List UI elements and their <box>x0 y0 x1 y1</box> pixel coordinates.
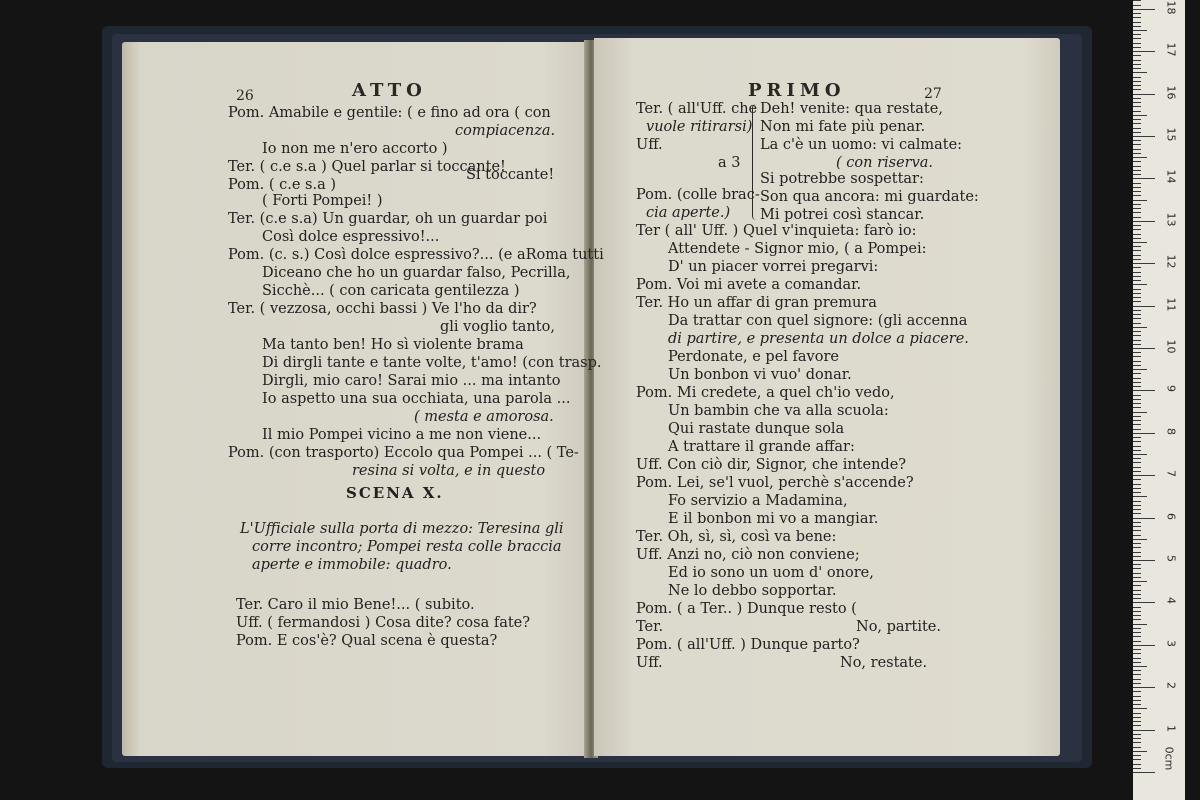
ruler-tick <box>1133 433 1155 434</box>
ruler-tick <box>1133 624 1147 625</box>
text-line: di partire, e presenta un dolce a piacere. <box>668 331 969 347</box>
ruler-tick <box>1133 691 1141 692</box>
ruler-tick <box>1133 331 1141 332</box>
ruler-tick <box>1133 38 1141 39</box>
text-line: vuole ritirarsi) <box>646 119 753 135</box>
ruler-tick <box>1133 598 1141 599</box>
ruler-tick <box>1133 276 1141 277</box>
text-line: Un bonbon vi vuo' donar. <box>668 367 852 383</box>
ruler-tick <box>1133 115 1147 116</box>
ruler-tick <box>1133 628 1141 629</box>
ruler-tick <box>1133 378 1141 379</box>
ruler-tick <box>1133 704 1141 705</box>
ruler-tick <box>1133 730 1155 731</box>
ruler-tick <box>1133 535 1141 536</box>
ruler-tick <box>1133 85 1141 86</box>
text-line: Ter. Ho un affar di gran premura <box>636 295 877 311</box>
ruler-tick <box>1133 382 1141 383</box>
ruler-tick <box>1133 89 1141 90</box>
ruler-tick <box>1133 13 1141 14</box>
ruler-tick <box>1133 170 1141 171</box>
stage-direction-line: aperte e immobile: quadro. <box>252 557 452 573</box>
ruler-tick <box>1133 560 1155 561</box>
text-line: Qui rastate dunque sola <box>668 421 845 437</box>
ruler-tick <box>1133 772 1155 773</box>
ruler-tick <box>1133 488 1141 489</box>
ruler-tick <box>1133 615 1141 616</box>
text-line: Non mi fate più penar. <box>760 119 926 135</box>
ruler-tick <box>1133 518 1155 519</box>
ruler-tick <box>1133 399 1141 400</box>
text-line: Uff. <box>636 655 663 671</box>
ruler-tick <box>1133 585 1141 586</box>
ensemble-brace <box>752 104 759 220</box>
ruler-tick <box>1133 747 1141 748</box>
ruler-tick <box>1133 581 1147 582</box>
ruler-tick <box>1133 742 1141 743</box>
ruler-tick <box>1133 263 1155 264</box>
ruler-number: 11 <box>1164 297 1178 312</box>
ruler-number: 8 <box>1164 427 1178 435</box>
ruler-tick <box>1133 365 1141 366</box>
ruler-tick <box>1133 751 1147 752</box>
ruler-tick <box>1133 687 1155 688</box>
ruler-tick <box>1133 280 1141 281</box>
ruler-tick <box>1133 446 1141 447</box>
ruler-tick <box>1133 246 1141 247</box>
ruler-tick <box>1133 666 1147 667</box>
ruler-tick <box>1133 556 1141 557</box>
ruler-tick <box>1133 568 1141 569</box>
text-line: Pom. Mi credete, a quel ch'io vedo, <box>636 385 895 401</box>
ruler-tick <box>1133 60 1141 61</box>
ruler-tick <box>1133 755 1141 756</box>
ruler-tick <box>1133 590 1141 591</box>
text-line: Ter. ( all'Uff. che <box>636 101 758 117</box>
ruler-tick <box>1133 301 1141 302</box>
text-line: Son qua ancora: mi guardate: <box>760 189 979 205</box>
ruler-tick <box>1133 17 1141 18</box>
ruler-tick <box>1133 123 1141 124</box>
text-line: Pom. Lei, se'l vuol, perchè s'accende? <box>636 475 914 491</box>
ruler-tick <box>1133 386 1141 387</box>
text-line: Di dirgli tante e tante volte, t'amo! (con trasp. <box>262 355 602 371</box>
ruler-tick <box>1133 119 1141 120</box>
ruler-number: 18 <box>1164 0 1178 15</box>
ruler-tick <box>1133 501 1141 502</box>
text-line: ( Forti Pompei! ) <box>262 193 383 209</box>
text-line: Diceano che ho un guardar falso, Pecrilla, <box>262 265 571 281</box>
text-line: Ter. ( c.e s.a ) Quel parlar si toccante! <box>228 159 506 175</box>
ruler-tick <box>1133 496 1147 497</box>
ruler-tick <box>1133 395 1141 396</box>
ruler-tick <box>1133 505 1141 506</box>
text-line: Pom. ( a Ter.. ) Dunque resto ( <box>636 601 857 617</box>
stage-direction-line: corre incontro; Pompei resta colle braccia <box>252 539 562 555</box>
ruler-tick <box>1133 602 1155 603</box>
ruler-tick <box>1133 713 1141 714</box>
ruler-tick <box>1133 543 1141 544</box>
ruler-tick <box>1133 47 1141 48</box>
ruler-tick <box>1133 289 1141 290</box>
ruler-tick <box>1133 632 1141 633</box>
ruler-number: 15 <box>1164 127 1178 142</box>
ruler-tick <box>1133 183 1141 184</box>
ruler-unit-label: 0cm <box>1162 746 1176 771</box>
ruler-number: 9 <box>1164 385 1178 393</box>
ruler-tick <box>1133 9 1155 10</box>
ruler-number: 2 <box>1164 682 1178 690</box>
right-running-header: PRIMO <box>748 80 846 101</box>
ruler-tick <box>1133 208 1141 209</box>
text-line: Sicchè... ( con caricata gentilezza ) <box>262 283 520 299</box>
ruler-tick <box>1133 98 1141 99</box>
ruler-tick <box>1133 708 1147 709</box>
ruler-number: 17 <box>1164 42 1178 57</box>
ruler-tick <box>1133 717 1141 718</box>
text-line: Attendete - Signor mio, ( a Pompei: <box>668 241 927 257</box>
ruler-tick <box>1133 679 1141 680</box>
ruler-tick <box>1133 552 1141 553</box>
ruler-tick <box>1133 369 1147 370</box>
ruler-tick <box>1133 539 1147 540</box>
ruler-tick <box>1133 658 1141 659</box>
stage-direction-line: L'Ufficiale sulla porta di mezzo: Teresina gli <box>240 521 564 537</box>
ruler-tick <box>1133 547 1141 548</box>
text-line: ( mesta e amorosa. <box>414 409 554 425</box>
text-line: Così dolce espressivo!... <box>262 229 440 245</box>
ruler-tick <box>1133 526 1141 527</box>
text-line: Ter. <box>636 619 664 635</box>
ruler-tick <box>1133 111 1141 112</box>
ruler-tick <box>1133 200 1147 201</box>
ruler-tick <box>1133 225 1141 226</box>
ruler-tick <box>1133 577 1141 578</box>
ruler-tick <box>1133 352 1141 353</box>
ruler-tick <box>1133 106 1141 107</box>
text-line: Pom. (c. s.) Così dolce espressivo?... (e aRoma tutti <box>228 247 604 263</box>
text-line: Ter. (c.e s.a) Un guardar, oh un guardar poi <box>228 211 548 227</box>
ruler-tick <box>1133 764 1141 765</box>
ruler-tick <box>1133 335 1141 336</box>
ruler-tick <box>1133 293 1141 294</box>
ruler-tick <box>1133 373 1141 374</box>
ruler-tick <box>1133 670 1141 671</box>
ruler-tick <box>1133 267 1141 268</box>
text-line: Pom. (con trasporto) Eccolo qua Pompei ... ( Te- <box>228 445 579 461</box>
ruler-tick <box>1133 462 1141 463</box>
text-line: Pom. Amabile e gentile: ( e fino ad ora ( con <box>228 105 551 121</box>
ruler-tick <box>1133 144 1141 145</box>
text-line: Uff. <box>636 137 663 153</box>
ruler-tick <box>1133 26 1141 27</box>
ruler-tick <box>1133 187 1141 188</box>
ruler-tick <box>1133 140 1141 141</box>
text-line: Uff. Con ciò dir, Signor, che intende? <box>636 457 907 473</box>
ruler-number: 7 <box>1164 470 1178 478</box>
ruler-tick <box>1133 721 1141 722</box>
text-line: No, partite. <box>856 619 941 635</box>
measuring-ruler <box>1133 0 1185 800</box>
text-line: cia aperte.) <box>646 205 731 221</box>
ruler-tick <box>1133 407 1141 408</box>
ruler-tick <box>1133 68 1141 69</box>
ruler-tick <box>1133 297 1141 298</box>
ruler-number: 5 <box>1164 555 1178 562</box>
ruler-tick <box>1133 619 1141 620</box>
ruler-tick <box>1133 272 1141 273</box>
ruler-tick <box>1133 484 1141 485</box>
text-line: ( con riserva. <box>836 155 934 171</box>
ruler-tick <box>1133 51 1155 52</box>
text-line: Ed io sono un uom d' onore, <box>668 565 874 581</box>
ruler-tick <box>1133 759 1141 760</box>
ruler-tick <box>1133 700 1141 701</box>
text-line: A trattare il grande affar: <box>668 439 855 455</box>
ruler-tick <box>1133 674 1141 675</box>
ruler-tick <box>1133 513 1141 514</box>
ruler-tick <box>1133 217 1141 218</box>
text-line: Ter. Caro il mio Bene!... ( subito. <box>236 597 475 613</box>
ruler-tick <box>1133 441 1141 442</box>
text-line: gli voglio tanto, <box>440 319 555 335</box>
text-line: Il mio Pompei vicino a me non viene... <box>262 427 542 443</box>
ruler-number: 16 <box>1164 85 1178 100</box>
ruler-tick <box>1133 340 1141 341</box>
ruler-tick <box>1133 204 1141 205</box>
ruler-tick <box>1133 34 1141 35</box>
text-line: Da trattar con quel signore: (gli accenna <box>668 313 968 329</box>
text-line: compiacenza. <box>455 123 556 139</box>
text-line: E il bonbon mi vo a mangiar. <box>668 511 879 527</box>
ruler-tick <box>1133 195 1141 196</box>
ruler-tick <box>1133 683 1141 684</box>
text-line: D' un piacer vorrei pregarvi: <box>668 259 879 275</box>
ruler-tick <box>1133 234 1141 235</box>
ruler-tick <box>1133 420 1141 421</box>
ruler-tick <box>1133 259 1141 260</box>
text-line: Io non me n'ero accorto ) <box>262 141 448 157</box>
text-line: Uff. Anzi no, ciò non conviene; <box>636 547 860 563</box>
ruler-tick <box>1133 174 1141 175</box>
ruler-number: 1 <box>1164 724 1178 732</box>
right-page-number: 27 <box>924 86 942 102</box>
ruler-tick <box>1133 344 1141 345</box>
ruler-tick <box>1133 734 1141 735</box>
left-running-header: ATTO <box>352 80 427 101</box>
ruler-tick <box>1133 327 1147 328</box>
ruler-tick <box>1133 238 1141 239</box>
ruler-tick <box>1133 157 1147 158</box>
ruler-tick <box>1133 242 1147 243</box>
text-line: Perdonate, e pel favore <box>668 349 839 365</box>
ruler-tick <box>1133 696 1141 697</box>
ruler-tick <box>1133 128 1141 129</box>
ruler-tick <box>1133 450 1141 451</box>
ruler-tick <box>1133 768 1141 769</box>
ruler-tick <box>1133 509 1141 510</box>
ruler-tick <box>1133 81 1141 82</box>
ruler-tick <box>1133 653 1141 654</box>
ruler-tick <box>1133 178 1155 179</box>
ruler-tick <box>1133 161 1141 162</box>
ruler-tick <box>1133 284 1147 285</box>
ruler-tick <box>1133 641 1141 642</box>
ruler-tick <box>1133 636 1141 637</box>
ruler-tick <box>1133 153 1141 154</box>
text-line: Ne lo debbo sopportar. <box>668 583 837 599</box>
text-line: Ter. Oh, sì, sì, così va bene: <box>636 529 837 545</box>
ruler-number: 3 <box>1164 639 1178 647</box>
ruler-tick <box>1133 611 1141 612</box>
ruler-tick <box>1133 102 1141 103</box>
ruler-tick <box>1133 403 1141 404</box>
ruler-tick <box>1133 310 1141 311</box>
text-line: Mi potrei così stancar. <box>760 207 925 223</box>
ruler-tick <box>1133 149 1141 150</box>
ruler-tick <box>1133 454 1147 455</box>
ruler-tick <box>1133 429 1141 430</box>
ruler-tick <box>1133 0 1141 1</box>
ruler-tick <box>1133 424 1141 425</box>
ruler-tick <box>1133 323 1141 324</box>
ruler-tick <box>1133 318 1141 319</box>
ruler-tick <box>1133 72 1147 73</box>
ruler-tick <box>1133 229 1141 230</box>
text-line: Pom. ( all'Uff. ) Dunque parto? <box>636 637 860 653</box>
text-line: Dirgli, mio caro! Sarai mio ... ma intanto <box>262 373 561 389</box>
ruler-tick <box>1133 492 1141 493</box>
text-line: Un bambin che va alla scuola: <box>668 403 889 419</box>
text-line: Si toccante! <box>466 167 555 183</box>
ruler-tick <box>1133 594 1141 595</box>
ruler-tick <box>1133 30 1147 31</box>
ruler-tick <box>1133 306 1155 307</box>
ruler-number: 6 <box>1164 512 1178 520</box>
ruler-number: 14 <box>1164 169 1178 184</box>
text-line: Deh! venite: qua restate, <box>760 101 943 117</box>
ruler-tick <box>1133 471 1141 472</box>
text-line: No, restate. <box>840 655 928 671</box>
ruler-tick <box>1133 416 1141 417</box>
ruler-tick <box>1133 479 1141 480</box>
text-line: Ter ( all' Uff. ) Quel v'inquieta: farò io: <box>636 223 917 239</box>
ruler-tick <box>1133 649 1141 650</box>
ruler-number: 12 <box>1164 254 1178 269</box>
ruler-tick <box>1133 166 1141 167</box>
ruler-number: 13 <box>1164 212 1178 227</box>
ruler-tick <box>1133 348 1155 349</box>
ruler-tick <box>1133 94 1155 95</box>
ruler-tick <box>1133 458 1141 459</box>
ruler-tick <box>1133 475 1155 476</box>
left-page-number: 26 <box>236 88 254 104</box>
ruler-tick <box>1133 522 1141 523</box>
ruler-tick <box>1133 607 1141 608</box>
ruler-tick <box>1133 212 1141 213</box>
ruler-tick <box>1133 725 1141 726</box>
text-line: Pom. Voi mi avete a comandar. <box>636 277 862 293</box>
text-line: resina si volta, e in questo <box>352 463 546 479</box>
ruler-number: 4 <box>1164 597 1178 605</box>
ruler-tick <box>1133 5 1141 6</box>
text-line: Io aspetto una sua occhiata, una parola ... <box>262 391 571 407</box>
text-line: Ma tanto ben! Ho sì violente brama <box>262 337 524 353</box>
text-line: Pom. ( c.e s.a ) <box>228 177 337 193</box>
text-line: Ter. ( vezzosa, occhi bassi ) Ve l'ho da dir? <box>228 301 537 317</box>
ruler-tick <box>1133 221 1155 222</box>
ruler-tick <box>1133 250 1141 251</box>
ruler-tick <box>1133 77 1141 78</box>
ruler-tick <box>1133 43 1141 44</box>
text-line: Pom. E cos'è? Qual scena è questa? <box>236 633 498 649</box>
ruler-tick <box>1133 738 1141 739</box>
ruler-tick <box>1133 191 1141 192</box>
ruler-tick <box>1133 390 1155 391</box>
ruler-tick <box>1133 564 1141 565</box>
text-line: Uff. ( fermandosi ) Cosa dite? cosa fate? <box>236 615 531 631</box>
text-line: Fo servizio a Madamina, <box>668 493 848 509</box>
ruler-tick <box>1133 645 1155 646</box>
text-line: La c'è un uomo: vi calmate: <box>760 137 963 153</box>
ruler-tick <box>1133 361 1141 362</box>
ruler-number: 10 <box>1164 339 1178 354</box>
ruler-tick <box>1133 467 1141 468</box>
ruler-tick <box>1133 573 1141 574</box>
ruler-tick <box>1133 437 1141 438</box>
ruler-tick <box>1133 255 1141 256</box>
ruler-tick <box>1133 314 1141 315</box>
ruler-tick <box>1133 55 1141 56</box>
ruler-tick <box>1133 136 1155 137</box>
ruler-tick <box>1133 132 1141 133</box>
ruler-tick <box>1133 530 1141 531</box>
scene-heading: SCENA X. <box>346 484 444 502</box>
ruler-tick <box>1133 662 1141 663</box>
ruler-tick <box>1133 64 1141 65</box>
ruler-tick <box>1133 356 1141 357</box>
text-line: Si potrebbe sospettar: <box>760 171 924 187</box>
text-line: Pom. (colle brac- <box>636 187 760 203</box>
ruler-tick <box>1133 22 1141 23</box>
ruler-tick <box>1133 412 1147 413</box>
text-line: a 3 <box>718 155 741 171</box>
